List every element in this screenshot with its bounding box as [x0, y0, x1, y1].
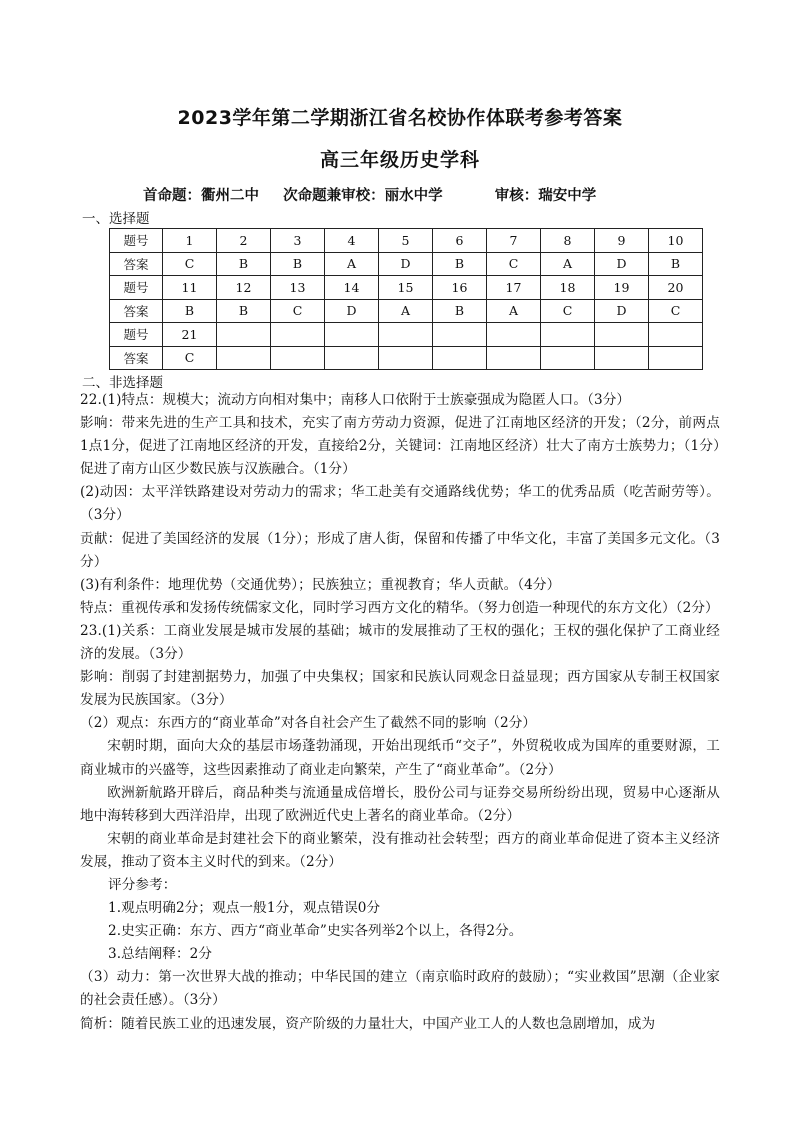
table-cell: D: [325, 299, 379, 323]
table-cell: C: [163, 252, 217, 276]
table-cell: D: [595, 299, 649, 323]
table-cell: B: [271, 252, 325, 276]
table-cell: [217, 346, 271, 370]
table-cell: D: [379, 252, 433, 276]
row-header-cell: 答案: [110, 299, 163, 323]
table-cell: 17: [487, 276, 541, 300]
table-cell: 5: [379, 229, 433, 253]
row-header-cell: 题号: [110, 323, 163, 347]
credits-line: [143, 184, 743, 205]
table-cell: B: [433, 299, 487, 323]
table-cell: [433, 323, 487, 347]
paragraph: 评分参考：: [108, 876, 177, 893]
table-cell: B: [649, 252, 703, 276]
table-row: [110, 229, 703, 253]
table-cell: C: [541, 299, 595, 323]
table-cell: 13: [271, 276, 325, 300]
table-cell: 1: [163, 229, 217, 253]
table-cell: [325, 323, 379, 347]
table-cell: A: [541, 252, 595, 276]
table-cell: 11: [163, 276, 217, 300]
paragraph: 影响：削弱了封建割据势力，加强了中央集权；国家和民族认同观念日益显现；西方国家从专制王权国家发展为民族国家。（3分）: [80, 669, 720, 709]
paragraph: 影响：带来先进的生产工具和技术，充实了南方劳动力资源，促进了江南地区经济的开发；（2分，前两点1点1分，促进了江南地区经济的开发，直接给2分，关键词：江南地区经济）壮大了南方士族势力；（1分）促进了南方山区少数民族与汉族融合。（1分）: [80, 415, 720, 478]
table-cell: [595, 323, 649, 347]
row-header-cell: 题号: [110, 276, 163, 300]
paragraph: 22.(1)特点：规模大；流动方向相对集中；南移人口依附于士族豪强成为隐匿人口。（3分）: [80, 392, 631, 408]
table-row: [110, 276, 703, 300]
table-row: [110, 323, 703, 347]
table-cell: 10: [649, 229, 703, 253]
row-header-cell: 题号: [110, 229, 163, 253]
table-cell: [541, 346, 595, 370]
table-cell: B: [217, 299, 271, 323]
document-subtitle: 高三年级历史学科: [319, 149, 480, 171]
table-cell: [487, 346, 541, 370]
paragraph: 贡献：促进了美国经济的发展（1分）；形成了唐人街，保留和传播了中华文化，丰富了美国多元文化。（3分）: [80, 530, 720, 570]
table-cell: B: [433, 252, 487, 276]
paragraph: 宋朝时期，面向大众的基层市场蓬勃涌现，开始出现纸币“交子”，外贸税收成为国库的重要财源，工商业城市的兴盛等，这些因素推动了商业走向繁荣，产生了“商业革命”。（2分）: [80, 738, 720, 778]
paragraph: 23.(1)关系：工商业发展是城市发展的基础；城市的发展推动了王权的强化；王权的强化保护了工商业经济的发展。（3分）: [80, 622, 720, 663]
table-cell: [217, 323, 271, 347]
table-cell: B: [217, 252, 271, 276]
paragraph: （3）动力：第一次世界大战的推动；中华民国的建立（南京临时政府的鼓励）；“实业救国”思潮（企业家的社会责任感）。（3分）: [80, 969, 720, 1009]
table-cell: [487, 323, 541, 347]
table-cell: 3: [271, 229, 325, 253]
table-row: [110, 346, 703, 370]
table-cell: C: [163, 346, 217, 370]
table-cell: C: [271, 299, 325, 323]
table-cell: 2: [217, 229, 271, 253]
table-cell: C: [487, 252, 541, 276]
paragraph: 3.总结阐释：2分: [108, 946, 213, 963]
table-cell: 21: [163, 323, 217, 347]
table-cell: C: [649, 299, 703, 323]
table-cell: [379, 346, 433, 370]
table-cell: [649, 346, 703, 370]
paragraph: 特点：重视传承和发扬传统儒家文化，同时学习西方文化的精华。（努力创造一种现代的东方文化）（2分）: [80, 599, 719, 616]
table-cell: 8: [541, 229, 595, 253]
table-cell: 18: [541, 276, 595, 300]
answer-body: [80, 389, 720, 1036]
table-cell: 6: [433, 229, 487, 253]
table-cell: [271, 346, 325, 370]
paragraph: 简析：随着民族工业的迅速发展，资产阶级的力量壮大，中国产业工人的人数也急剧增加，成为: [80, 1015, 656, 1032]
table-cell: 20: [649, 276, 703, 300]
table-cell: [325, 346, 379, 370]
table-cell: 7: [487, 229, 541, 253]
paragraph: (3)有利条件：地理优势（交通优势）；民族独立；重视教育；华人贡献。（4分）: [80, 576, 561, 593]
table-cell: B: [163, 299, 217, 323]
row-header-cell: 答案: [110, 252, 163, 276]
table-cell: [433, 346, 487, 370]
paragraph: 2.史实正确：东方、西方“商业革命”史实各列举2个以上，各得2分。: [108, 923, 523, 940]
table-row: [110, 252, 703, 276]
table-cell: [541, 323, 595, 347]
table-cell: D: [595, 252, 649, 276]
section-heading-choice: 一、选择题: [82, 211, 150, 227]
row-header-cell: 答案: [110, 346, 163, 370]
reviewer: 审核：瑞安中学: [494, 188, 597, 204]
table-cell: 14: [325, 276, 379, 300]
paragraph: 宋朝的商业革命是封建社会下的商业繁荣，没有推动社会转型；西方的商业革命促进了资本主义经济发展，推动了资本主义时代的到来。（2分）: [80, 830, 720, 870]
table-cell: A: [487, 299, 541, 323]
table-cell: [271, 323, 325, 347]
paragraph: (2)动因：太平洋铁路建设对劳动力的需求；华工赴美有交通路线优势；华工的优秀品质（吃苦耐劳等）。（3分）: [80, 484, 720, 524]
answer-table: [109, 228, 703, 370]
table-cell: 9: [595, 229, 649, 253]
table-cell: 16: [433, 276, 487, 300]
paragraph: 欧洲新航路开辟后，商品种类与流通量成倍增长，股份公司与证券交易所纷纷出现，贸易中心逐渐从地中海转移到大西洋沿岸，出现了欧洲近代史上著名的商业革命。（2分）: [80, 784, 720, 824]
paragraph: 1.观点明确2分；观点一般1分，观点错误0分: [108, 900, 381, 917]
table-cell: [379, 323, 433, 347]
table-cell: 4: [325, 229, 379, 253]
table-cell: [595, 346, 649, 370]
second-setter: 次命题兼审校：丽水中学: [283, 188, 443, 204]
table-cell: 19: [595, 276, 649, 300]
paragraph: （2）观点：东西方的“商业革命”对各自社会产生了截然不同的影响（2分）: [80, 715, 537, 732]
table-row: [110, 299, 703, 323]
table-cell: 15: [379, 276, 433, 300]
table-cell: [649, 323, 703, 347]
section-heading-nonchoice: 二、非选择题: [82, 375, 163, 391]
first-setter: 首命题：衢州二中: [143, 188, 259, 204]
table-cell: A: [379, 299, 433, 323]
document-title: 2023学年第二学期浙江省名校协作体联考参考答案: [177, 107, 623, 129]
table-cell: A: [325, 252, 379, 276]
table-cell: 12: [217, 276, 271, 300]
